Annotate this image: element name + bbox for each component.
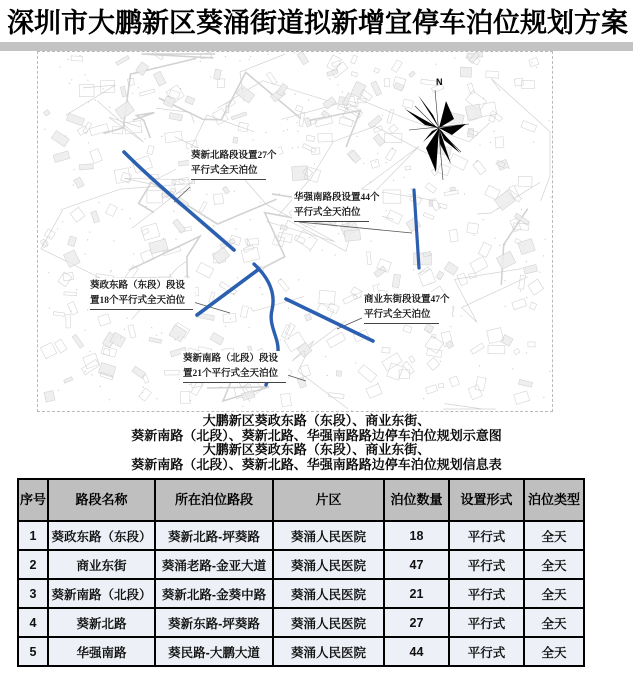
annotation-text: 葵新北路段设置27个 [191,151,277,161]
compass-rose-icon [405,77,469,180]
table-cell: 1 [18,521,48,550]
table-cell: 华强南路 [48,637,155,666]
table-cell: 葵涌人民医院 [273,550,384,579]
table-cell: 44 [384,637,449,666]
table-cell: 葵涌人民医院 [273,579,384,608]
annotation-text: 葵新南路（北段）段设 [183,354,279,364]
divider-band [0,42,633,51]
table-cell: 葵民路-大鹏大道 [155,637,273,666]
table-cell: 3 [18,579,48,608]
map-annotation-kuizheng-east [88,278,195,310]
table-cell: 27 [384,608,449,637]
table-header-cell: 序号 [18,479,48,521]
planning-map-figure [37,51,553,412]
table-cell: 平行式 [449,521,524,550]
annotation-text: 平行式全天泊位 [294,206,369,222]
table-header-cell: 泊位数量 [384,479,449,521]
annotation-text: 商业东街段设置47个 [364,295,450,305]
table-cell: 平行式 [449,608,524,637]
table-cell: 全天 [524,637,584,666]
table-cell: 葵涌人民医院 [273,521,384,550]
table-cell: 葵政东路（东段） [48,521,155,550]
table-header-cell: 路段名称 [48,479,155,521]
annotation-text: 置21个平行式全天泊位 [183,367,286,383]
table-cell: 18 [384,521,449,550]
table-row [18,579,584,608]
map-annotation-kuixin-south [181,351,288,383]
annotation-text: 平行式全天泊位 [191,164,266,180]
table-cell: 2 [18,550,48,579]
table-cell: 全天 [524,550,584,579]
table-cell: 全天 [524,521,584,550]
caption-line: 大鹏新区葵政东路（东段）、商业东街、 [202,413,431,428]
table-row [18,637,584,666]
page-title: 深圳市大鹏新区葵涌街道拟新增宜停车泊位规划方案 [7,8,628,38]
table-cell: 葵新东路-坪葵路 [155,608,273,637]
table-cell: 4 [18,608,48,637]
annotation-text: 葵政东路（东段）段设 [90,281,186,291]
table-cell: 全天 [524,579,584,608]
table-cell: 葵涌人民医院 [273,608,384,637]
map-drawing [38,52,552,411]
table-cell: 全天 [524,608,584,637]
map-annotation-huaqiang-south [292,190,382,222]
table-cell: 葵新北路-金葵中路 [155,579,273,608]
table-cell: 商业东街 [48,550,155,579]
table-cell: 葵新北路 [48,608,155,637]
table-cell: 葵新南路（北段） [48,579,155,608]
table-header-cell: 片区 [273,479,384,521]
north-letter: N [436,77,443,87]
parking-info-table [17,478,585,667]
table-cell: 21 [384,579,449,608]
table-header-row [18,479,584,521]
caption-line: 大鹏新区葵政东路（东段）、商业东街、 [202,442,431,458]
map-annotation-kuixin-north [189,148,279,180]
map-texture [40,52,551,411]
table-cell: 葵涌人民医院 [273,637,384,666]
table-cell: 47 [384,550,449,579]
table-row [18,521,584,550]
table-cell: 葵新北路-坪葵路 [155,521,273,550]
table-cell: 平行式 [449,579,524,608]
table-header-cell: 所在泊位路段 [155,479,273,521]
table-cell: 平行式 [449,550,524,579]
table-row [18,608,584,637]
figure-captions [0,414,633,472]
table-cell: 5 [18,637,48,666]
table-row [18,550,584,579]
table-header-cell: 设置形式 [449,479,524,521]
table-cell: 葵涌老路-金亚大道 [155,550,273,579]
annotation-text: 平行式全天泊位 [364,308,439,324]
map-annotation-shangye-east [362,292,452,324]
annotation-text: 华强南路段设置44个 [294,193,380,203]
table-cell: 平行式 [449,637,524,666]
caption-line: 葵新南路（北段）、葵新北路、华强南路路边停车泊位规划信息表 [131,456,502,472]
annotation-text: 置18个平行式全天泊位 [90,294,193,310]
table-header-cell: 泊位类型 [524,479,584,521]
caption-line: 葵新南路（北段）、葵新北路、华强南路路边停车泊位规划示意图 [131,427,502,443]
road-kuizheng-east [197,269,259,315]
